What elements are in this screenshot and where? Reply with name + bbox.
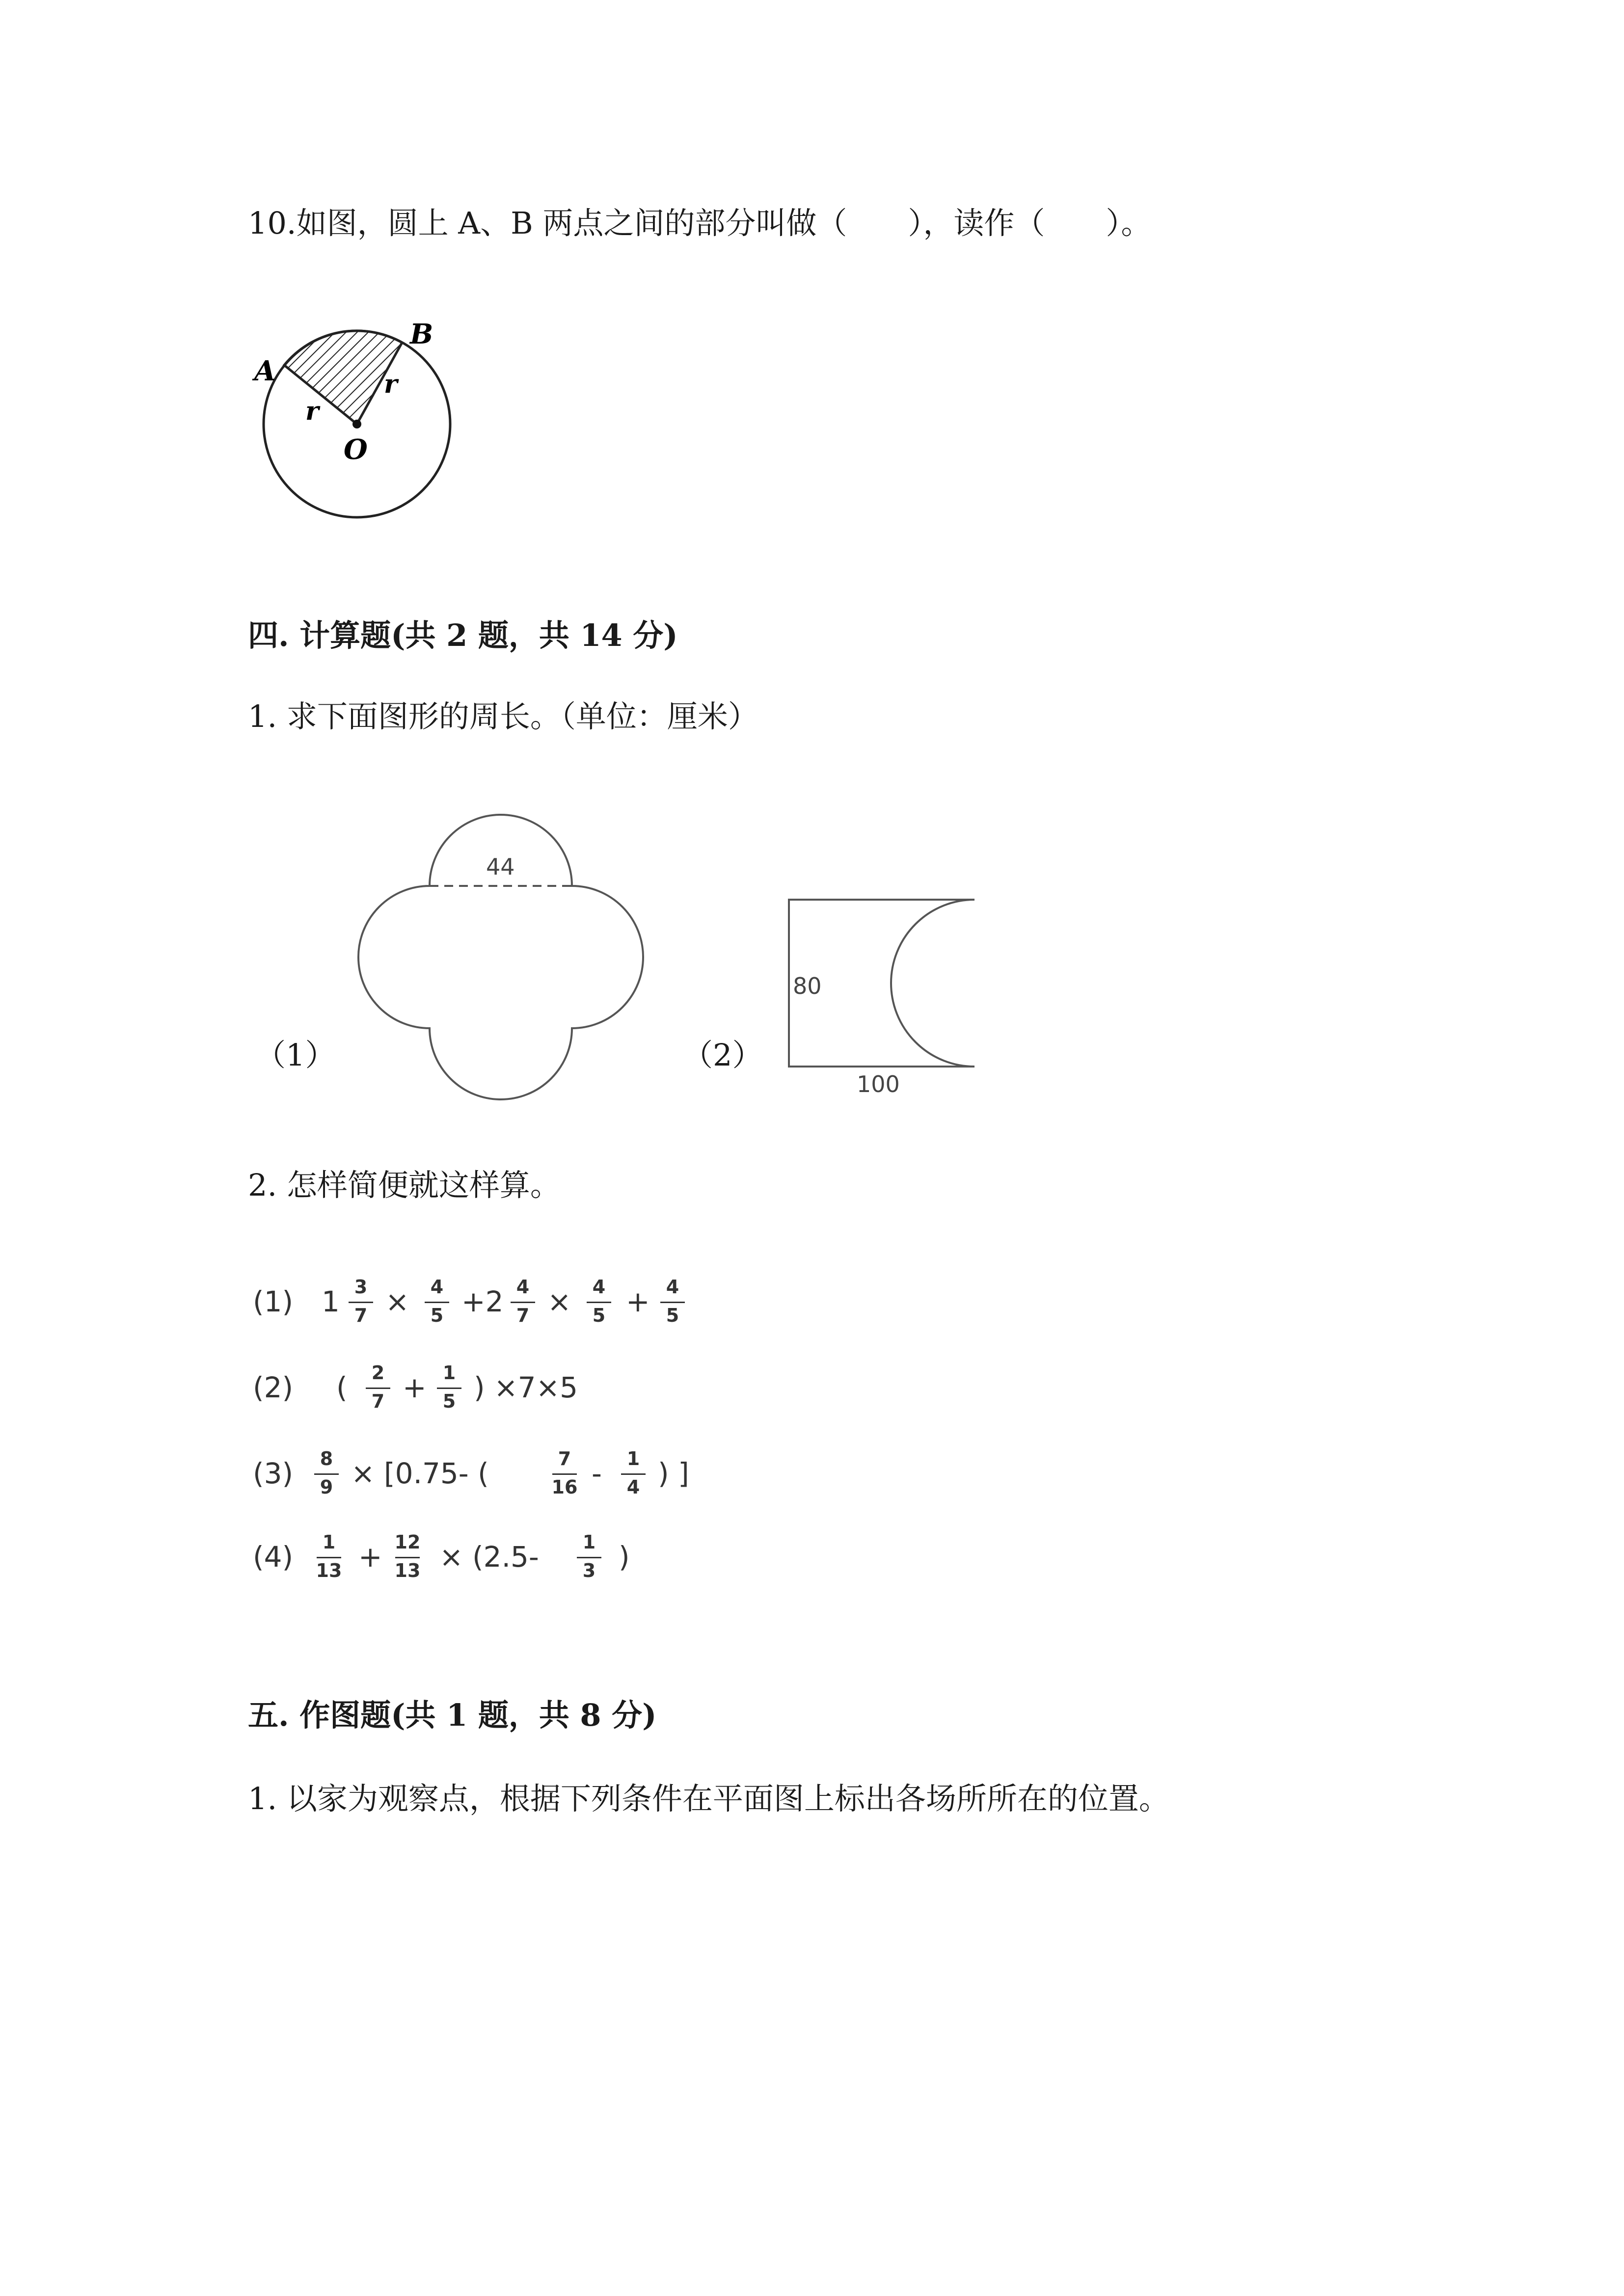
rect-with-semicircle-figure: [781, 883, 987, 1099]
denominator: 4: [626, 1476, 640, 1498]
fraction-bar: [552, 1473, 577, 1475]
center-point: [352, 420, 361, 428]
expr1-times-1: ×: [385, 1285, 409, 1318]
expression-4: [253, 1531, 891, 1590]
expr3-middle: × [0.75- (: [351, 1457, 489, 1490]
fraction-bar: [425, 1302, 449, 1303]
label-80: 80: [793, 973, 822, 999]
denominator: 7: [354, 1305, 368, 1326]
expr4-tag: (4): [253, 1540, 294, 1574]
label-44: 44: [486, 854, 515, 880]
numerator: 4: [430, 1276, 444, 1298]
semicircle-cutout: [891, 900, 974, 1067]
denominator: 9: [320, 1476, 333, 1498]
circle-sector-figure: [245, 309, 466, 530]
section-5-heading: 五. 作图题(共 1 题，共 8 分): [248, 1697, 657, 1733]
label-r-left: r: [305, 396, 319, 426]
denominator: 5: [430, 1305, 444, 1326]
denominator: 3: [582, 1560, 596, 1581]
denominator: 5: [666, 1305, 679, 1326]
expr1-whole: 1: [322, 1285, 340, 1318]
fraction-bar: [577, 1557, 601, 1558]
drawing-question-1-text: 1. 以家为观察点，根据下列条件在平面图上标出各场所所在的位置。: [248, 1781, 1169, 1816]
label-r-right: r: [384, 369, 398, 399]
section-4-heading: 四. 计算题(共 2 题，共 14 分): [248, 617, 678, 653]
calc-question-2-text: 2. 怎样简便就这样算。: [248, 1167, 561, 1203]
numerator: 1: [626, 1448, 640, 1469]
numerator: 12: [394, 1531, 421, 1553]
numerator: 8: [320, 1448, 333, 1469]
denominator: 13: [394, 1560, 421, 1581]
expr4-plus: +: [358, 1540, 382, 1574]
expr2-tag: (2): [253, 1371, 294, 1404]
expression-1: [253, 1276, 891, 1335]
denominator: 5: [592, 1305, 606, 1326]
denominator: 16: [551, 1476, 578, 1498]
numerator: 4: [666, 1276, 679, 1298]
numerator: 4: [516, 1276, 530, 1298]
expr2-open-paren: (: [336, 1371, 348, 1404]
fraction-bar: [511, 1302, 535, 1303]
expr3-minus: -: [592, 1457, 602, 1490]
label-a: A: [254, 355, 276, 387]
fraction-bar: [395, 1557, 420, 1558]
label-100: 100: [857, 1071, 900, 1097]
figure-1-tag: （1）: [255, 1037, 336, 1073]
expr4-middle: × (2.5-: [439, 1540, 539, 1574]
fraction-bar: [660, 1302, 685, 1303]
fraction-bar: [366, 1388, 390, 1389]
label-o: O: [344, 433, 368, 466]
four-semicircle-figure: [353, 805, 658, 1109]
expr1-times-2: ×: [547, 1285, 571, 1318]
expr1-plus: +: [626, 1285, 650, 1318]
fraction-bar: [437, 1388, 461, 1389]
expr1-tag: (1): [253, 1285, 294, 1318]
expression-3: [253, 1448, 891, 1507]
question-10-text: 10.如图，圆上 A、B 两点之间的部分叫做（ ），读作（ ）。: [248, 205, 1152, 241]
numerator: 3: [354, 1276, 368, 1298]
fraction-bar: [317, 1557, 341, 1558]
label-b: B: [410, 318, 433, 350]
denominator: 7: [371, 1390, 385, 1412]
denominator: 5: [442, 1390, 456, 1412]
numerator: 1: [322, 1531, 336, 1553]
numerator: 1: [442, 1362, 456, 1384]
fraction-bar: [587, 1302, 611, 1303]
figure-2-tag: （2）: [682, 1037, 763, 1073]
numerator: 4: [592, 1276, 606, 1298]
numerator: 1: [582, 1531, 596, 1553]
fraction-bar: [314, 1473, 339, 1475]
denominator: 7: [516, 1305, 530, 1326]
expr3-tag: (3): [253, 1457, 294, 1490]
denominator: 13: [316, 1560, 342, 1581]
expression-2: [253, 1362, 891, 1421]
calc-question-1-text: 1. 求下面图形的周长。（单位：厘米）: [248, 698, 758, 734]
expr2-plus: +: [403, 1371, 427, 1404]
expr1-plus-whole: +2: [461, 1285, 504, 1318]
fraction-bar: [621, 1473, 646, 1475]
fraction-bar: [349, 1302, 373, 1303]
expr2-rest: ) ×7×5: [474, 1371, 578, 1404]
expr4-close: ): [619, 1540, 630, 1574]
expr3-close: ) ]: [658, 1457, 689, 1490]
numerator: 2: [371, 1362, 385, 1384]
numerator: 7: [558, 1448, 571, 1469]
